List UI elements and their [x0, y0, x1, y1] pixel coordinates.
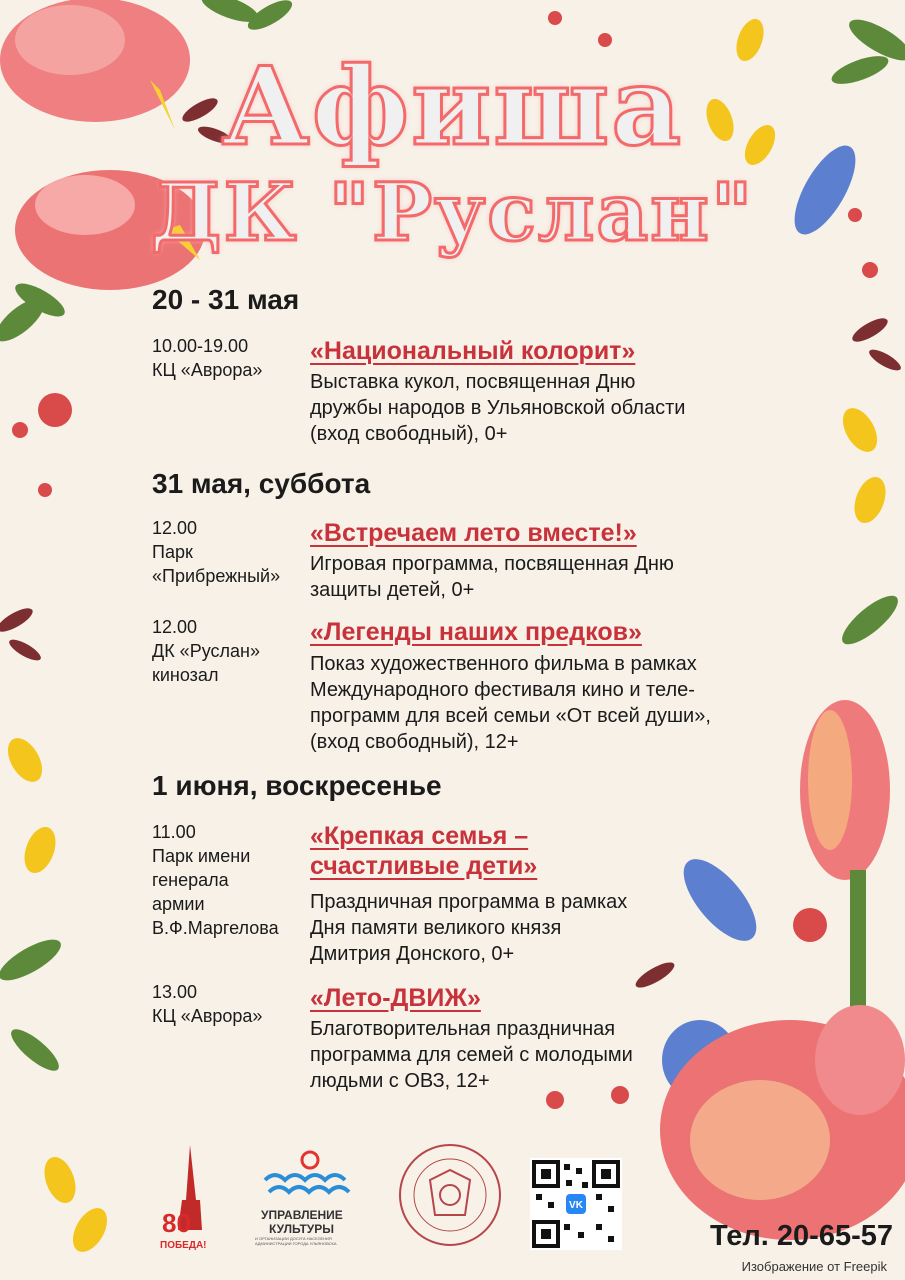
event-title: [310, 336, 635, 366]
image-credit: Изображение от Freepik: [741, 1259, 887, 1274]
event-title: [310, 821, 537, 881]
event-desc-line: программа для семей с молодыми: [310, 1044, 633, 1066]
event-place: КЦ «Аврора»: [152, 360, 263, 380]
event-desc-line: Показ художественного фильма в рамках: [310, 653, 697, 675]
event-description: [310, 369, 780, 447]
event-meta: [152, 820, 302, 940]
event-time: 12.00: [152, 617, 198, 637]
event-title-line: «Национальный колорит»: [310, 337, 636, 365]
svg-text:VK: VK: [569, 1200, 583, 1211]
event-desc-line: защиты детей, 0+: [310, 579, 475, 601]
event-description: [310, 1016, 780, 1094]
culture-line1: УПРАВЛЕНИЕ: [261, 1208, 343, 1222]
event-desc-line: Международного фестиваля кино и теле-: [310, 679, 695, 701]
event-desc-line: Игровая программа, посвященная Дню: [310, 553, 674, 575]
event-time: 11.00: [152, 822, 196, 842]
event-place: генерала: [152, 870, 229, 890]
event-place: «Прибрежный»: [152, 566, 281, 586]
event-desc-line: Праздничная программа в рамках: [310, 891, 628, 913]
tulip-icon: [660, 700, 905, 1240]
event-desc-line: Выставка кукол, посвященная Дню: [310, 371, 636, 393]
event-place: Парк имени: [152, 846, 251, 866]
culture-department-logo: [255, 1150, 365, 1245]
event-title-line: «Легенды наших предков»: [310, 618, 642, 646]
day-heading: 20 - 31 мая: [152, 284, 300, 315]
waves-icon: [255, 1150, 365, 1195]
event-desc-line: Дня памяти великого князя: [310, 917, 562, 939]
event-place: кинозал: [152, 665, 219, 685]
event-title-line: счастливые дети»: [310, 852, 538, 880]
event-time: 10.00-19.00: [152, 336, 249, 356]
institution-seal-logo: [395, 1140, 505, 1250]
pobeda-number: 80: [162, 1208, 191, 1238]
event-desc-line: Благотворительная праздничная: [310, 1018, 616, 1040]
event-place: КЦ «Аврора»: [152, 1006, 263, 1026]
seal-icon: [395, 1140, 505, 1250]
event-title: [310, 518, 637, 548]
event-time: 12.00: [152, 518, 198, 538]
event-title-line: «Встречаем лето вместе!»: [310, 519, 637, 547]
event-desc-line: программ для всей семьи «От всей души»,: [310, 705, 711, 727]
event-place: В.Ф.Маргелова: [152, 918, 279, 938]
event-desc-line: людьми с ОВЗ, 12+: [310, 1070, 490, 1092]
event-meta: [152, 334, 302, 382]
event-time: 13.00: [152, 982, 198, 1002]
qr-code-icon: [530, 1158, 622, 1250]
day-heading: 1 июня, воскресенье: [152, 770, 442, 801]
poster-title-line2: ДК "Руслан": [150, 165, 755, 259]
event-title-line: «Лето-ДВИЖ»: [310, 984, 481, 1012]
event-desc-line: Дмитрия Донского, 0+: [310, 943, 515, 965]
culture-small-text: И ОРГАНИЗАЦИИ ДОСУГА НАСЕЛЕНИЯ АДМИНИСТРАЦИИ ГОРОДА УЛЬЯНОВСКА: [255, 1236, 337, 1246]
event-description: [310, 889, 780, 967]
event-title-line: «Крепкая семья –: [310, 822, 529, 850]
event-place: ДК «Руслан»: [152, 641, 260, 661]
event-meta: [152, 615, 302, 687]
event-description: [310, 551, 780, 603]
event-place: армии: [152, 894, 205, 914]
event-title: [310, 617, 642, 647]
poster-title-line1: Афиша: [221, 44, 684, 170]
qr-code[interactable]: [530, 1158, 622, 1250]
culture-line2: КУЛЬТУРЫ: [269, 1222, 335, 1236]
event-description: [310, 651, 780, 755]
pobeda-80-logo: [160, 1140, 220, 1265]
event-title: [310, 983, 481, 1013]
phone-number: Тел. 20-65-57: [709, 1220, 893, 1252]
event-place: Парк: [152, 542, 193, 562]
event-desc-line: (вход свободный), 12+: [310, 731, 519, 753]
event-meta: [152, 980, 302, 1028]
day-heading: 31 мая, суббота: [152, 468, 371, 499]
event-desc-line: дружбы народов в Ульяновской области: [310, 397, 686, 419]
event-meta: [152, 516, 302, 588]
event-desc-line: (вход свободный), 0+: [310, 423, 508, 445]
pobeda-text: ПОБЕДА!: [160, 1240, 207, 1251]
